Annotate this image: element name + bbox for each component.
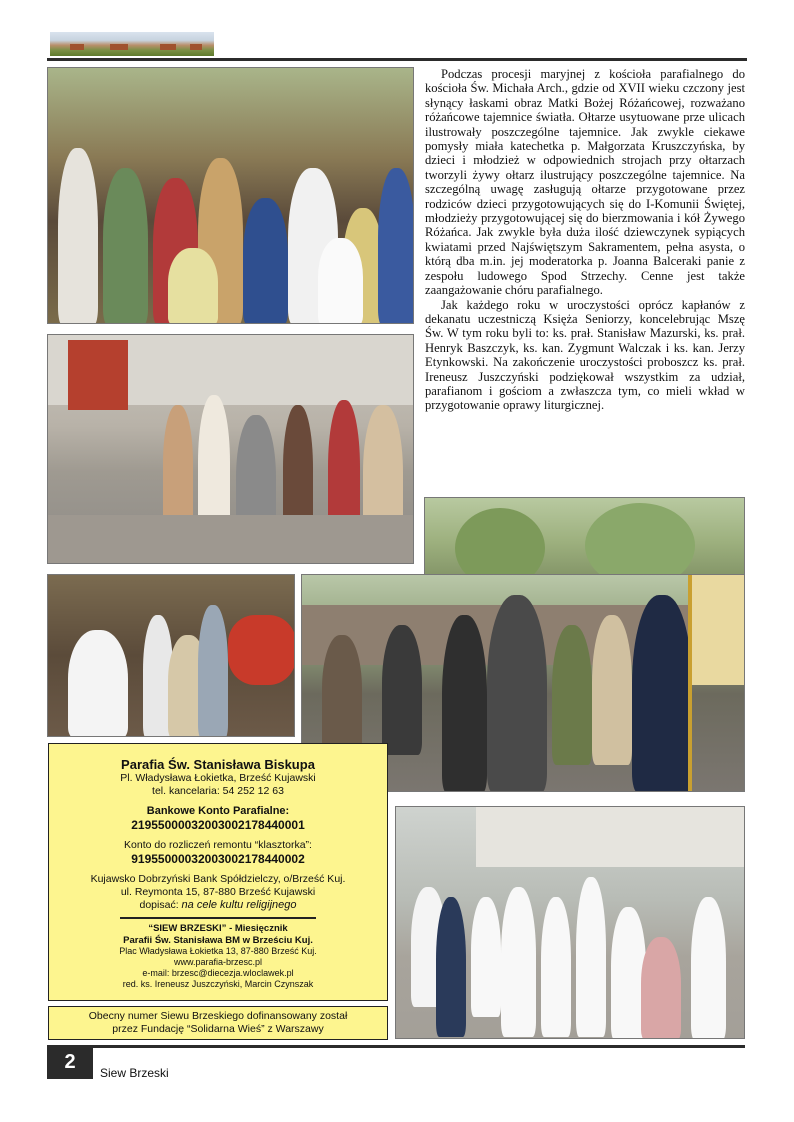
website-link[interactable]: www.parafia-brzesc.pl — [173, 957, 263, 967]
photo-girls-with-baskets — [395, 806, 745, 1039]
parish-info-box — [48, 743, 388, 1001]
article-paragraph: Podczas procesji maryjnej z kościoła parafialnego do kościoła Św. Michała Arch., gdzie od XVII wieku czczony jest słynący łaskami obraz Matki Bożej Różańcowej, rozważano różańcowe tajemnice światła. Ołtarze usytuowane prze ulicach ilustrowały poszczególne tajemnice. Jak zwykle ciekawe pomysły miała katechetka p. Małgorzata Kruszczyńska, by dzieci i młodzież w odpowiednich strojach przy ołtarzach tworzyli żywy ołtarz ilustrujący poszczególne tajemnice. Na szczególną uwagę zasługują ołtarze przygotowane przez rodziców dzieci przygotowujących się do I-Komunii Świętej, młodzieży przygotowującej się do bierzmowania i kół Żywego Różańca. Jak zwykle była duża ilość dziewczynek sypiących kwiatami przed Najświętszym Sakramentem, pełna asysta, o którą dba m.in. jej moderatorka p. Joanna Balceraki panie z zespołu ludowego Spod Strzechy. Cenne jest także zaangażowanie chóru parafialnego. — [425, 67, 745, 298]
info-box-rule — [120, 917, 316, 919]
account-label: Bankowe Konto Parafialne: — [146, 805, 290, 817]
header-town-photo — [50, 32, 214, 56]
dopisac-label: dopisać: — [139, 899, 179, 911]
article-text — [425, 67, 745, 413]
renovation-number: 91955000032003002178440002 — [131, 852, 305, 866]
editors: red. ks. Ireneusz Juszczyński, Marcin Czynszak — [122, 979, 314, 989]
publication-name: Siew Brzeski — [100, 1066, 169, 1080]
photo-procession-women — [47, 334, 414, 564]
bank-line-1: Kujawsko Dobrzyński Bank Spółdzielczy, o/Brześć Kuj. — [90, 873, 346, 885]
funding-note — [48, 1006, 388, 1040]
parish-address: Pl. Władysława Łokietka, Brześć Kujawski — [120, 772, 316, 784]
footer-rule — [93, 1045, 745, 1048]
article-paragraph: Jak każdego roku w uroczystości oprócz kapłanów z dekanatu uczestniczą Księża Seniorzy, koncelebrując Mszę Św. W tym roku byli to: ks. prał. Stanisław Mazurski, ks. prał. Henryk Baszczyk, ks. kan. Zygmunt Walczak i ks. kan. Jerzy Etynkowski. Na zakończenie uroczystości proboszcz ks. prał. Ireneusz Juszczyński podziękował wszystkim za udział, parafianom i gościom a zwłaszcza tym, co mieli wkład w przygotowanie oprawy liturgicznej. — [425, 297, 745, 413]
bank-line-2: ul. Reymonta 15, 87-880 Brześć Kujawski — [120, 886, 316, 898]
photo-living-altar-children — [47, 67, 414, 324]
periodical-address: Plac Władysława Łokietka 13, 87-880 Brześć Kuj. — [119, 946, 317, 956]
parish-phone: tel. kancelaria: 54 252 12 63 — [152, 785, 284, 797]
dopisac-line — [49, 899, 387, 912]
periodical-parish: Parafii Św. Stanisława BM w Brześciu Kuj. — [123, 934, 313, 946]
funding-line-2: przez Fundację “Solidarna Wieś” z Warszawy — [112, 1023, 324, 1035]
photo-children-in-white — [47, 574, 295, 737]
account-number: 21955000032003002178440001 — [131, 818, 305, 832]
page-number: 2 — [47, 1045, 93, 1079]
funding-line-1: Obecny numer Siewu Brzeskiego dofinansowany został — [88, 1010, 348, 1022]
renovation-label: Konto do rozliczeń remontu “klasztorka”: — [124, 839, 312, 851]
dopisac-value: na cele kultu religijnego — [181, 899, 297, 911]
email-link[interactable]: e-mail: brzesc@diecezja.wloclawek.pl — [142, 968, 294, 978]
periodical-title: “SIEW BRZESKI” - Miesięcznik — [148, 923, 288, 934]
top-rule — [47, 58, 747, 61]
parish-name: Parafia Św. Stanisława Biskupa — [121, 757, 315, 772]
